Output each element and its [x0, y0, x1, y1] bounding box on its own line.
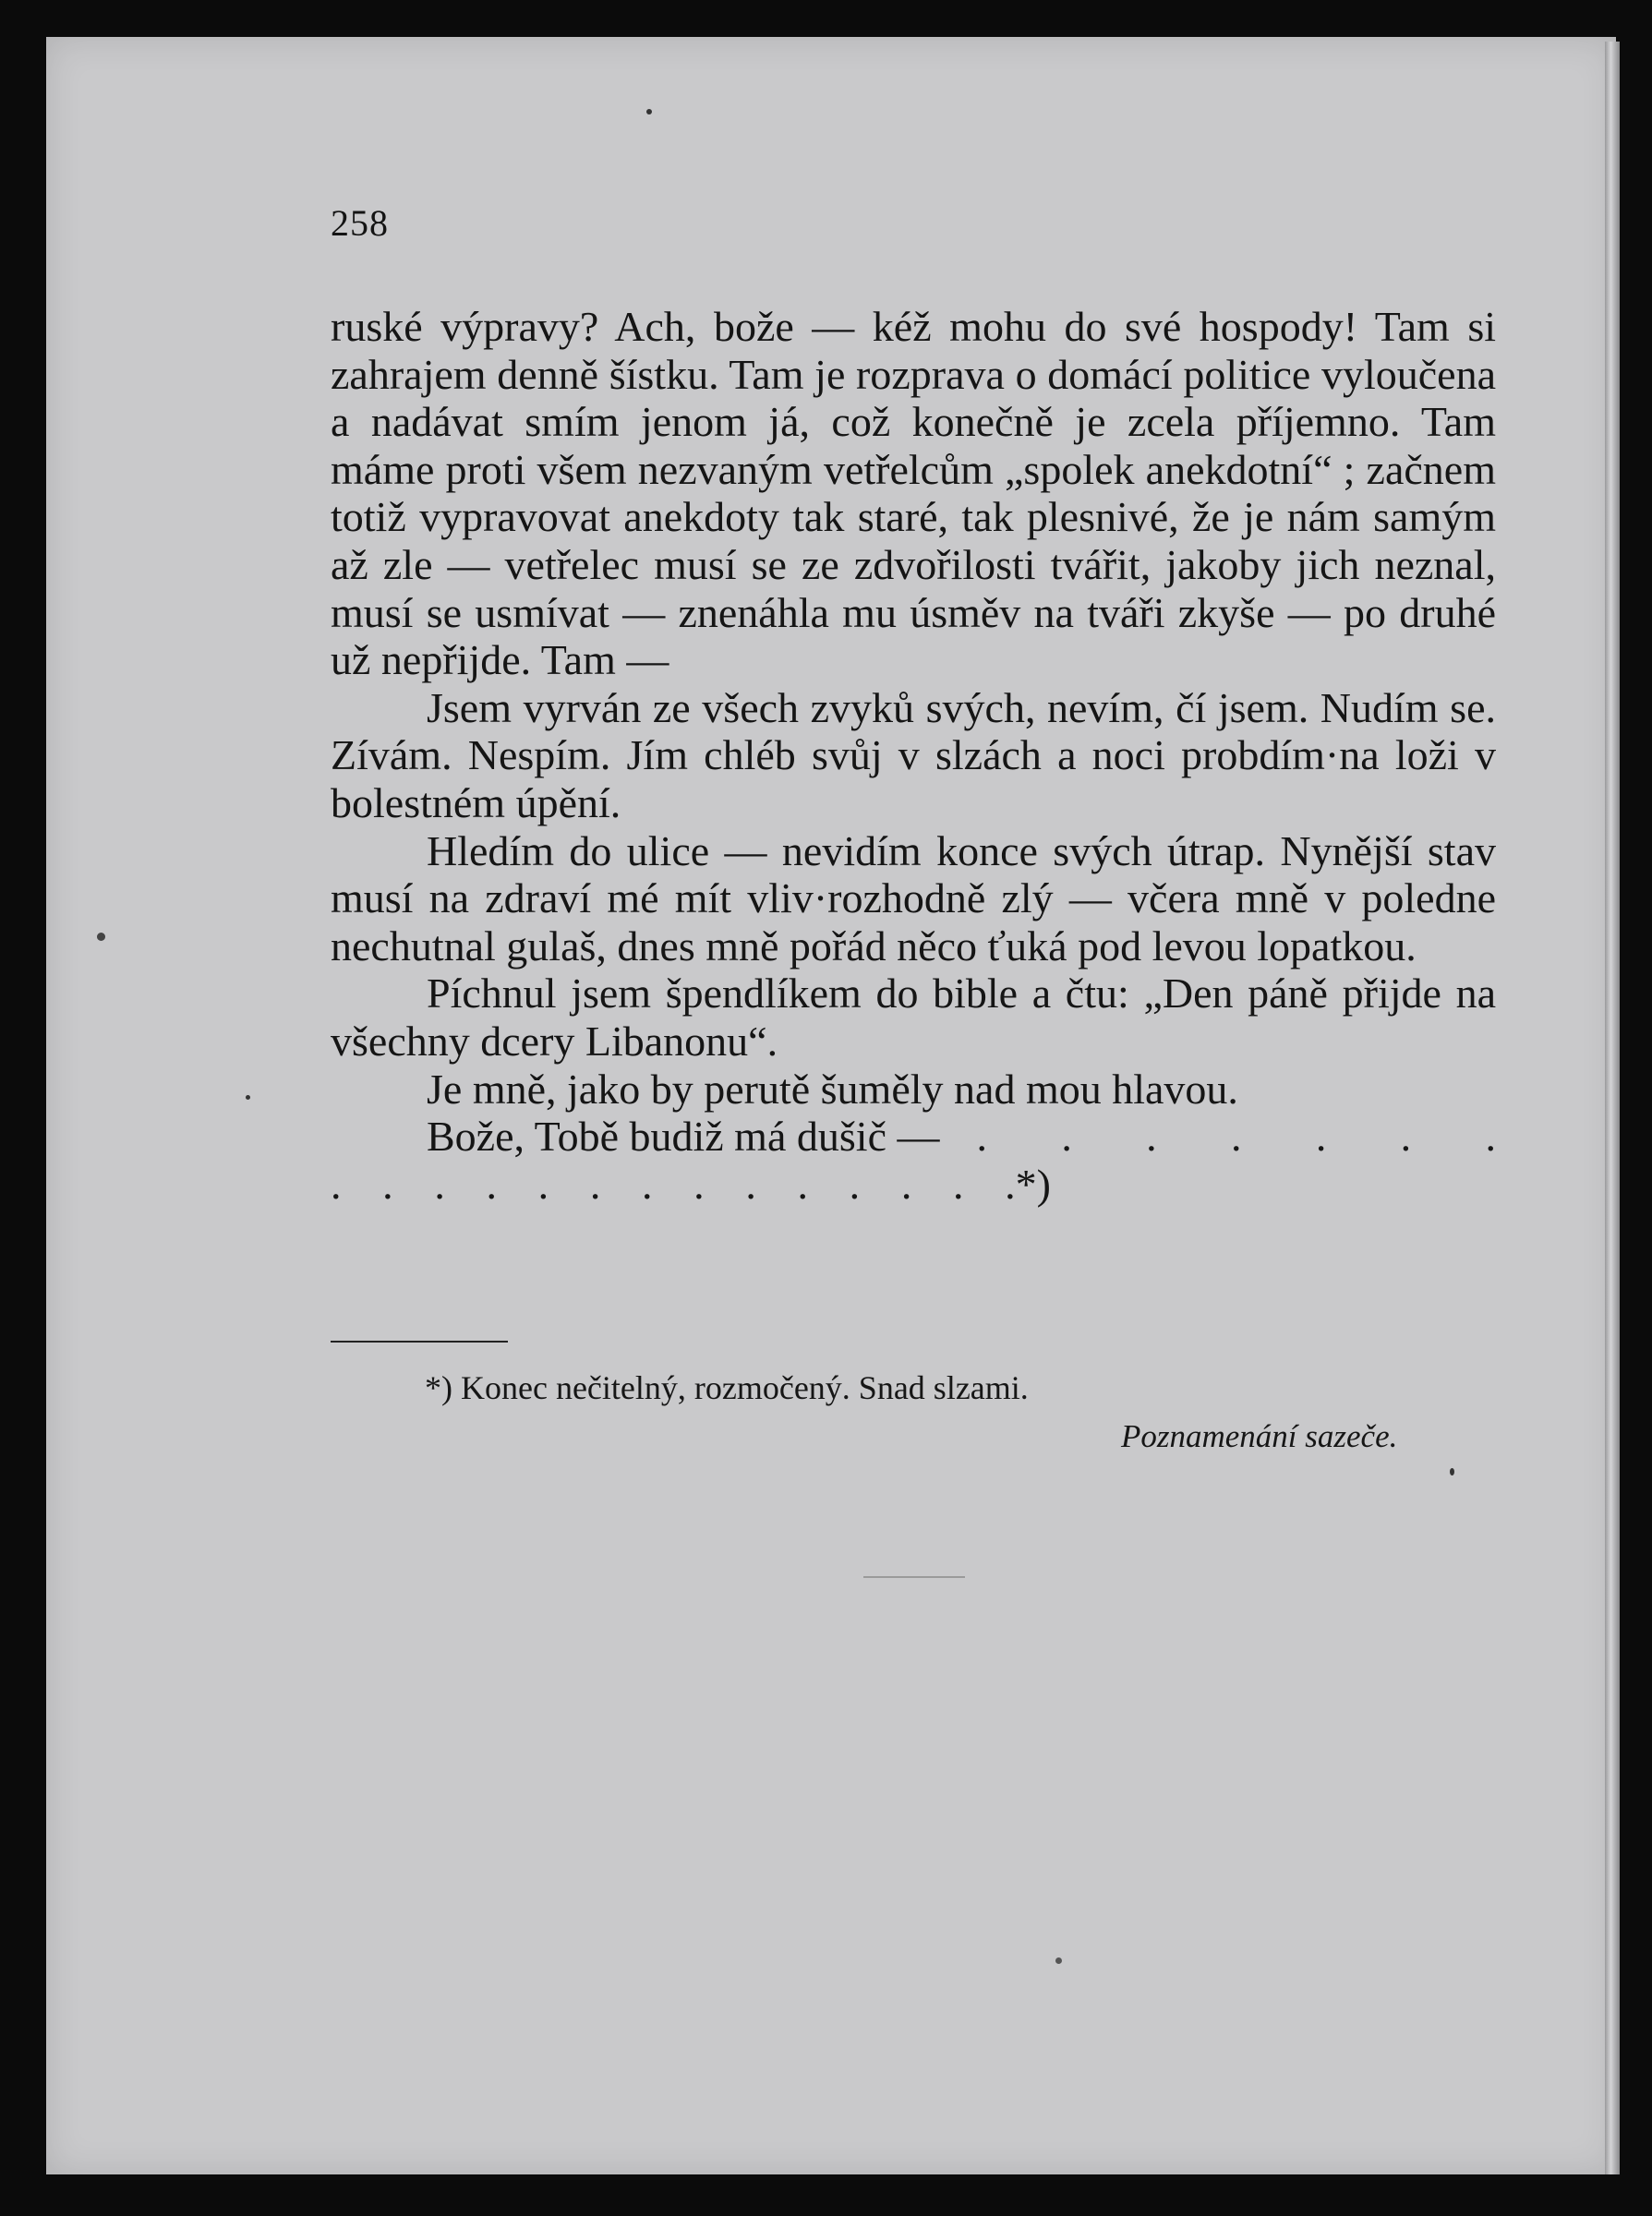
- scan-speck: [97, 933, 105, 941]
- ellipsis-dots-1: . . . . . . .: [976, 1113, 1496, 1161]
- scan-speck: [1450, 1468, 1454, 1475]
- paragraph-6: [331, 1113, 1496, 1161]
- paragraph-3: Hledím do ulice — nevidím konce svých útrap. Nynější stav musí na zdraví mé mít vliv·rozhodně zlý — včera mně v poledne nechutnal gulaš, dnes mně pořád něco ťuká pod levou lopatkou.: [331, 826, 1496, 970]
- footnote-rule: [331, 1341, 508, 1343]
- footnote-signature: Poznamenání sazeče.: [1121, 1418, 1398, 1454]
- scan-speck: [246, 1095, 250, 1100]
- paragraph-6-text: Bože, Tobě budiž má dušič —: [427, 1113, 940, 1161]
- page-number: 258: [331, 202, 389, 244]
- scan-speck: [863, 1576, 965, 1578]
- paragraph-1: ruské výpravy? Ach, bože — kéž mohu do své hospody! Tam si zahrajem denně šístku. Tam je rozprava o domácí politice vyloučena a nadávat smím jenom já, což konečně je zcela příjemno. Tam máme proti všem nezvaným vetřelcům „spolek anekdotní“ ; začnem totiž vypravovat anekdoty tak staré, tak plesnivé, že je nám samým až zle — vetřelec musí se ze zdvořilosti tvářit, jakoby jich neznal, musí se usmívat — znenáhla mu úsměv na tváři zkyše — po druhé už nepřijde. Tam —: [331, 303, 1496, 684]
- paragraph-4: Píchnul jsem špendlíkem do bible a čtu: „Den páně přijde na všechny dcery Libanonu“.: [331, 970, 1496, 1065]
- body-text: [331, 303, 1496, 1208]
- footnote-text: *) Konec nečitelný, rozmočený. Snad slzami.: [425, 1369, 1029, 1406]
- page-edge: [1605, 42, 1620, 2174]
- ellipsis-dots-2: . . . . . . . . . . . . . .*): [331, 1160, 1051, 1208]
- paragraph-2: Jsem vyrván ze všech zvyků svých, nevím, čí jsem. Nudím se. Zívám. Nespím. Jím chléb svůj v slzách a noci probdím·na loži v bolestném úpění.: [331, 683, 1496, 826]
- paragraph-5: Je mně, jako by perutě šuměly nad mou hlavou.: [427, 1065, 1238, 1113]
- scan-speck: [1055, 1957, 1062, 1964]
- scan-speck: [646, 109, 652, 114]
